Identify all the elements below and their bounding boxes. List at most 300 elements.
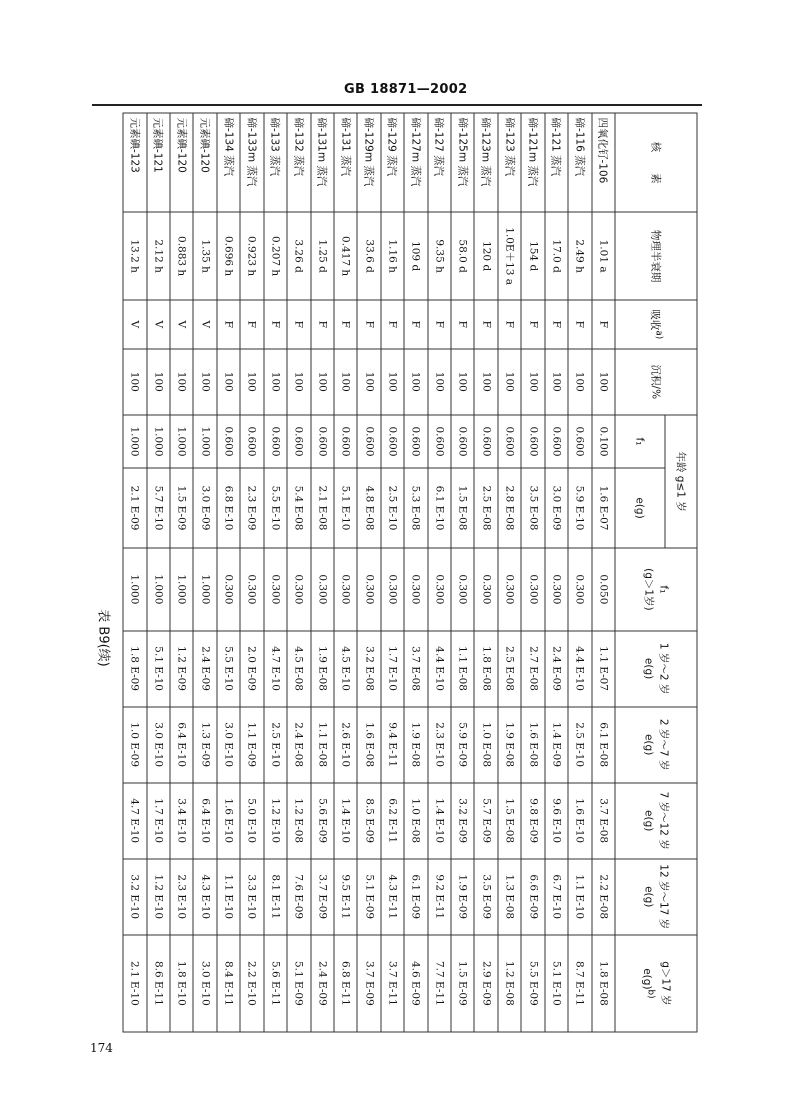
cell-deposition: 100 <box>474 348 497 415</box>
cell-half-life: 0.417 h <box>333 212 356 300</box>
cell-deposition: 100 <box>310 348 333 415</box>
cell-nuclide: 元素碘-120 <box>193 113 216 212</box>
cell-f1: 1.000 <box>123 415 147 468</box>
cell-absorption: F <box>474 299 497 348</box>
cell-eg-2-7: 6.4 E-10 <box>169 706 192 782</box>
header-age-1-2-label: 1 岁～2 岁 <box>657 642 670 694</box>
cell-nuclide: 碲-133 蒸汽 <box>263 113 286 212</box>
cell-nuclide: 碲-129 蒸汽 <box>380 113 403 212</box>
table-row <box>451 113 474 1032</box>
cell-eg-gt17: 5.1 E-09 <box>287 934 310 1031</box>
cell-eg-12-17: 1.3 E-08 <box>497 858 520 934</box>
cell-f1-gt1: 0.300 <box>263 548 286 630</box>
table-row <box>544 113 567 1032</box>
cell-half-life: 0.923 h <box>240 212 263 300</box>
cell-eg-gt17: 4.6 E-09 <box>404 934 427 1031</box>
cell-f1: 0.600 <box>451 415 474 468</box>
cell-eg-age1: 6.1 E-10 <box>427 467 450 547</box>
cell-absorption: F <box>380 299 403 348</box>
cell-eg-2-7: 1.6 E-08 <box>357 706 380 782</box>
cell-eg-gt17: 1.5 E-09 <box>451 934 474 1031</box>
cell-eg-1-2: 2.4 E-09 <box>544 630 567 706</box>
cell-deposition: 100 <box>544 348 567 415</box>
cell-eg-age1: 5.4 E-08 <box>287 467 310 547</box>
cell-eg-age1: 2.3 E-09 <box>240 467 263 547</box>
cell-eg-gt17: 8.7 E-11 <box>568 934 591 1031</box>
cell-f1: 0.100 <box>591 415 614 468</box>
cell-eg-1-2: 5.1 E-10 <box>146 630 169 706</box>
table-row <box>568 113 591 1032</box>
cell-absorption: F <box>333 299 356 348</box>
cell-eg-7-12: 1.6 E-10 <box>216 782 239 858</box>
cell-eg-age1: 2.8 E-08 <box>497 467 520 547</box>
header-absorption <box>615 299 697 348</box>
cell-deposition: 100 <box>287 348 310 415</box>
cell-nuclide: 碲-131m 蒸汽 <box>310 113 333 212</box>
cell-eg-age1: 3.0 E-09 <box>544 467 567 547</box>
footnote-a: a) <box>653 329 664 339</box>
cell-eg-age1: 2.1 E-09 <box>123 467 147 547</box>
cell-eg-1-2: 3.2 E-08 <box>357 630 380 706</box>
cell-eg-7-12: 1.2 E-08 <box>287 782 310 858</box>
cell-eg-age1: 5.9 E-10 <box>568 467 591 547</box>
table-row <box>380 113 403 1032</box>
cell-eg-12-17: 1.9 E-09 <box>451 858 474 934</box>
cell-f1: 0.600 <box>474 415 497 468</box>
cell-absorption: F <box>240 299 263 348</box>
cell-eg-2-7: 2.4 E-08 <box>287 706 310 782</box>
cell-deposition: 100 <box>568 348 591 415</box>
cell-eg-12-17: 3.7 E-09 <box>310 858 333 934</box>
cell-eg-2-7: 1.3 E-09 <box>193 706 216 782</box>
cell-eg-age1: 4.8 E-08 <box>357 467 380 547</box>
cell-absorption: F <box>451 299 474 348</box>
header-age-group-1: 年龄 g≤1 岁 <box>665 415 697 548</box>
table-caption: 表 B9(续) <box>95 609 111 667</box>
cell-f1: 0.600 <box>310 415 333 468</box>
cell-nuclide: 碲-132 蒸汽 <box>287 113 310 212</box>
cell-eg-1-2: 4.4 E-10 <box>568 630 591 706</box>
document-header: GB 18871—2002 <box>344 82 468 97</box>
cell-eg-12-17: 2.2 E-08 <box>591 858 614 934</box>
cell-half-life: 1.35 h <box>193 212 216 300</box>
cell-eg-2-7: 2.6 E-10 <box>333 706 356 782</box>
cell-eg-1-2: 1.8 E-08 <box>474 630 497 706</box>
cell-f1-gt1: 0.300 <box>497 548 520 630</box>
header-age-12-17-eg: e(g) <box>642 885 655 907</box>
cell-nuclide: 碲-123m 蒸汽 <box>474 113 497 212</box>
cell-eg-age1: 6.8 E-10 <box>216 467 239 547</box>
cell-half-life: 3.26 d <box>287 212 310 300</box>
cell-half-life: 120 d <box>474 212 497 300</box>
cell-eg-gt17: 1.2 E-08 <box>497 934 520 1031</box>
header-rule <box>92 104 702 106</box>
cell-eg-2-7: 1.9 E-08 <box>497 706 520 782</box>
cell-f1-gt1: 0.300 <box>287 548 310 630</box>
cell-absorption: F <box>427 299 450 348</box>
cell-half-life: 9.35 h <box>427 212 450 300</box>
cell-eg-12-17: 6.7 E-10 <box>544 858 567 934</box>
cell-eg-age1: 2.5 E-08 <box>474 467 497 547</box>
cell-eg-gt17: 2.4 E-09 <box>310 934 333 1031</box>
cell-f1-gt1: 0.300 <box>544 548 567 630</box>
cell-absorption: F <box>497 299 520 348</box>
cell-half-life: 13.2 h <box>123 212 147 300</box>
cell-eg-age1: 2.1 E-08 <box>310 467 333 547</box>
header-age-2-7 <box>615 706 697 782</box>
header-age-gt17-eg <box>639 936 658 1030</box>
table-row <box>193 113 216 1032</box>
cell-deposition: 100 <box>497 348 520 415</box>
cell-eg-7-12: 9.6 E-10 <box>544 782 567 858</box>
dose-coefficient-table <box>122 112 697 1032</box>
cell-f1: 0.600 <box>544 415 567 468</box>
cell-deposition: 100 <box>357 348 380 415</box>
cell-f1: 0.600 <box>427 415 450 468</box>
cell-f1-gt1: 0.300 <box>521 548 544 630</box>
cell-nuclide: 元素碘-121 <box>146 113 169 212</box>
table-row <box>357 113 380 1032</box>
cell-f1: 0.600 <box>521 415 544 468</box>
cell-f1: 0.600 <box>357 415 380 468</box>
cell-f1: 0.600 <box>568 415 591 468</box>
cell-eg-gt17: 5.5 E-09 <box>521 934 544 1031</box>
table-row <box>310 113 333 1032</box>
cell-deposition: 100 <box>216 348 239 415</box>
cell-eg-2-7: 5.9 E-09 <box>451 706 474 782</box>
cell-f1: 1.000 <box>193 415 216 468</box>
cell-eg-2-7: 3.0 E-10 <box>216 706 239 782</box>
cell-absorption: F <box>216 299 239 348</box>
cell-eg-gt17: 3.7 E-11 <box>380 934 403 1031</box>
cell-f1: 0.600 <box>216 415 239 468</box>
cell-half-life: 33.6 d <box>357 212 380 300</box>
cell-absorption: F <box>357 299 380 348</box>
cell-absorption: F <box>591 299 614 348</box>
header-f1-gt1-sub: (g＞1岁) <box>642 567 655 611</box>
cell-f1: 0.600 <box>287 415 310 468</box>
cell-eg-1-2: 2.5 E-08 <box>497 630 520 706</box>
cell-nuclide: 碲-133m 蒸汽 <box>240 113 263 212</box>
cell-f1-gt1: 0.050 <box>591 548 614 630</box>
cell-f1: 1.000 <box>169 415 192 468</box>
cell-absorption: F <box>544 299 567 348</box>
cell-eg-7-12: 1.7 E-10 <box>146 782 169 858</box>
cell-eg-1-2: 4.5 E-10 <box>333 630 356 706</box>
cell-eg-age1: 5.1 E-10 <box>333 467 356 547</box>
cell-eg-7-12: 8.5 E-09 <box>357 782 380 858</box>
header-age-12-17-label: 12 岁～17 岁 <box>657 863 670 929</box>
header-age-1-2-eg: e(g) <box>642 657 655 679</box>
header-age-7-12-label: 7 岁～12 岁 <box>657 791 670 850</box>
cell-nuclide: 碲-116 蒸汽 <box>568 113 591 212</box>
header-age-gt17-label: g＞17 岁 <box>659 960 672 1006</box>
table-row <box>404 113 427 1032</box>
cell-eg-gt17: 5.1 E-10 <box>544 934 567 1031</box>
cell-eg-gt17: 1.8 E-08 <box>591 934 614 1031</box>
cell-eg-2-7: 1.0 E-08 <box>474 706 497 782</box>
cell-eg-12-17: 3.5 E-09 <box>474 858 497 934</box>
header-age-2-7-eg: e(g) <box>642 733 655 755</box>
cell-f1-gt1: 0.300 <box>474 548 497 630</box>
cell-half-life: 17.0 d <box>544 212 567 300</box>
header-age-gt17 <box>615 934 697 1031</box>
cell-absorption: F <box>404 299 427 348</box>
cell-eg-2-7: 1.1 E-09 <box>240 706 263 782</box>
cell-eg-1-2: 1.8 E-09 <box>123 630 147 706</box>
cell-nuclide: 碲-129m 蒸汽 <box>357 113 380 212</box>
cell-eg-1-2: 1.1 E-07 <box>591 630 614 706</box>
cell-nuclide: 碲-125m 蒸汽 <box>451 113 474 212</box>
cell-eg-2-7: 1.1 E-08 <box>310 706 333 782</box>
cell-f1: 0.600 <box>380 415 403 468</box>
cell-absorption: F <box>263 299 286 348</box>
cell-deposition: 100 <box>193 348 216 415</box>
cell-eg-2-7: 1.6 E-08 <box>521 706 544 782</box>
cell-eg-7-12: 6.2 E-11 <box>380 782 403 858</box>
cell-half-life: 1.16 h <box>380 212 403 300</box>
cell-eg-2-7: 9.4 E-11 <box>380 706 403 782</box>
cell-nuclide: 碲-127 蒸汽 <box>427 113 450 212</box>
cell-eg-7-12: 1.2 E-10 <box>263 782 286 858</box>
table-row <box>521 113 544 1032</box>
table-body <box>123 113 615 1032</box>
cell-f1-gt1: 0.300 <box>240 548 263 630</box>
cell-nuclide: 元素碘-123 <box>123 113 147 212</box>
cell-eg-age1: 1.5 E-09 <box>169 467 192 547</box>
cell-eg-age1: 5.5 E-10 <box>263 467 286 547</box>
cell-eg-age1: 3.5 E-08 <box>521 467 544 547</box>
cell-eg-12-17: 6.6 E-09 <box>521 858 544 934</box>
table-row <box>474 113 497 1032</box>
table-row <box>287 113 310 1032</box>
cell-deposition: 100 <box>169 348 192 415</box>
cell-eg-age1: 3.0 E-09 <box>193 467 216 547</box>
cell-eg-12-17: 5.1 E-09 <box>357 858 380 934</box>
cell-nuclide: 碲-127m 蒸汽 <box>404 113 427 212</box>
cell-deposition: 100 <box>451 348 474 415</box>
cell-f1: 0.600 <box>497 415 520 468</box>
header-half-life: 物理半衰期 <box>615 212 697 300</box>
table-row <box>240 113 263 1032</box>
cell-half-life: 1.25 d <box>310 212 333 300</box>
footnote-b: b) <box>645 989 656 999</box>
cell-eg-1-2: 4.5 E-08 <box>287 630 310 706</box>
header-age-12-17 <box>615 858 697 934</box>
cell-eg-2-7: 3.0 E-10 <box>146 706 169 782</box>
header-absorption-text: 吸收 <box>648 308 661 330</box>
cell-nuclide: 元素碘-120 <box>169 113 192 212</box>
table-container <box>122 112 697 1032</box>
cell-deposition: 100 <box>333 348 356 415</box>
cell-f1: 0.600 <box>333 415 356 468</box>
cell-f1: 0.600 <box>263 415 286 468</box>
cell-nuclide: 四氧化钌-106 <box>591 113 614 212</box>
cell-eg-1-2: 1.7 E-10 <box>380 630 403 706</box>
cell-f1-gt1: 1.000 <box>193 548 216 630</box>
cell-absorption: F <box>287 299 310 348</box>
cell-f1-gt1: 0.300 <box>451 548 474 630</box>
cell-eg-12-17: 9.5 E-11 <box>333 858 356 934</box>
cell-eg-gt17: 7.7 E-11 <box>427 934 450 1031</box>
cell-eg-7-12: 1.5 E-08 <box>497 782 520 858</box>
cell-eg-1-2: 1.9 E-08 <box>310 630 333 706</box>
cell-deposition: 100 <box>380 348 403 415</box>
cell-f1-gt1: 0.300 <box>404 548 427 630</box>
cell-deposition: 100 <box>240 348 263 415</box>
cell-eg-12-17: 6.1 E-09 <box>404 858 427 934</box>
cell-eg-7-12: 4.7 E-10 <box>123 782 147 858</box>
cell-deposition: 100 <box>404 348 427 415</box>
cell-eg-1-2: 4.4 E-10 <box>427 630 450 706</box>
cell-absorption: V <box>146 299 169 348</box>
cell-f1: 0.600 <box>404 415 427 468</box>
cell-eg-1-2: 2.0 E-09 <box>240 630 263 706</box>
cell-deposition: 100 <box>146 348 169 415</box>
cell-deposition: 100 <box>521 348 544 415</box>
cell-eg-gt17: 2.9 E-09 <box>474 934 497 1031</box>
cell-eg-2-7: 6.1 E-08 <box>591 706 614 782</box>
cell-half-life: 2.12 h <box>146 212 169 300</box>
cell-f1-gt1: 0.300 <box>216 548 239 630</box>
header-age-7-12 <box>615 782 697 858</box>
cell-f1-gt1: 0.300 <box>568 548 591 630</box>
cell-eg-1-2: 1.2 E-09 <box>169 630 192 706</box>
cell-eg-age1: 1.6 E-07 <box>591 467 614 547</box>
header-f1: f₁ <box>615 415 665 468</box>
cell-eg-12-17: 9.2 E-11 <box>427 858 450 934</box>
cell-eg-1-2: 4.7 E-10 <box>263 630 286 706</box>
cell-eg-12-17: 1.1 E-10 <box>216 858 239 934</box>
header-age-2-7-label: 2 岁～7 岁 <box>657 718 670 770</box>
cell-eg-2-7: 1.4 E-09 <box>544 706 567 782</box>
cell-eg-12-17: 3.2 E-10 <box>123 858 147 934</box>
cell-deposition: 100 <box>263 348 286 415</box>
cell-half-life: 1.0E＋13 a <box>497 212 520 300</box>
cell-f1-gt1: 1.000 <box>123 548 147 630</box>
cell-eg-gt17: 8.4 E-11 <box>216 934 239 1031</box>
table-caption-container <box>94 598 116 678</box>
cell-nuclide: 碲-131 蒸汽 <box>333 113 356 212</box>
cell-f1-gt1: 0.300 <box>427 548 450 630</box>
table-row <box>333 113 356 1032</box>
cell-deposition: 100 <box>427 348 450 415</box>
cell-eg-2-7: 1.0 E-09 <box>123 706 147 782</box>
cell-eg-1-2: 2.4 E-09 <box>193 630 216 706</box>
header-age-7-12-eg: e(g) <box>642 809 655 831</box>
cell-half-life: 58.0 d <box>451 212 474 300</box>
cell-deposition: 100 <box>123 348 147 415</box>
cell-nuclide: 碲-123 蒸汽 <box>497 113 520 212</box>
cell-absorption: F <box>521 299 544 348</box>
table-row <box>591 113 614 1032</box>
cell-f1-gt1: 0.300 <box>310 548 333 630</box>
table-row <box>123 113 147 1032</box>
cell-eg-gt17: 5.6 E-11 <box>263 934 286 1031</box>
table-row <box>146 113 169 1032</box>
cell-f1-gt1: 0.300 <box>380 548 403 630</box>
cell-half-life: 109 d <box>404 212 427 300</box>
cell-eg-age1: 5.7 E-10 <box>146 467 169 547</box>
cell-eg-7-12: 1.6 E-10 <box>568 782 591 858</box>
cell-eg-2-7: 1.9 E-08 <box>404 706 427 782</box>
header-eg-age1: e(g) <box>615 467 665 547</box>
table-row <box>263 113 286 1032</box>
cell-eg-2-7: 2.5 E-10 <box>568 706 591 782</box>
cell-eg-12-17: 2.3 E-10 <box>169 858 192 934</box>
cell-eg-gt17: 1.8 E-10 <box>169 934 192 1031</box>
cell-f1: 1.000 <box>146 415 169 468</box>
cell-half-life: 0.207 h <box>263 212 286 300</box>
header-f1-gt1-label: f₁ <box>657 584 670 593</box>
cell-eg-7-12: 5.6 E-09 <box>310 782 333 858</box>
cell-eg-gt17: 6.8 E-11 <box>333 934 356 1031</box>
header-age-1-2 <box>615 630 697 706</box>
cell-eg-7-12: 1.4 E-10 <box>427 782 450 858</box>
cell-eg-2-7: 2.3 E-10 <box>427 706 450 782</box>
cell-eg-1-2: 2.7 E-08 <box>521 630 544 706</box>
cell-eg-12-17: 3.3 E-10 <box>240 858 263 934</box>
cell-half-life: 0.883 h <box>169 212 192 300</box>
cell-f1-gt1: 0.300 <box>333 548 356 630</box>
header-f1-gt1 <box>615 548 697 630</box>
cell-nuclide: 碲-134 蒸汽 <box>216 113 239 212</box>
cell-eg-gt17: 2.2 E-10 <box>240 934 263 1031</box>
cell-eg-age1: 1.5 E-08 <box>451 467 474 547</box>
cell-absorption: F <box>568 299 591 348</box>
cell-nuclide: 碲-121 蒸汽 <box>544 113 567 212</box>
cell-eg-gt17: 3.0 E-10 <box>193 934 216 1031</box>
cell-eg-gt17: 3.7 E-09 <box>357 934 380 1031</box>
cell-eg-7-12: 1.0 E-08 <box>404 782 427 858</box>
cell-eg-12-17: 4.3 E-11 <box>380 858 403 934</box>
cell-eg-7-12: 9.8 E-09 <box>521 782 544 858</box>
cell-eg-1-2: 3.7 E-08 <box>404 630 427 706</box>
cell-f1-gt1: 0.300 <box>357 548 380 630</box>
cell-absorption: V <box>193 299 216 348</box>
cell-eg-2-7: 2.5 E-10 <box>263 706 286 782</box>
cell-f1-gt1: 1.000 <box>169 548 192 630</box>
cell-half-life: 1.01 a <box>591 212 614 300</box>
cell-half-life: 2.49 h <box>568 212 591 300</box>
header-nuclide: 核 素 <box>615 113 697 212</box>
cell-f1-gt1: 1.000 <box>146 548 169 630</box>
cell-half-life: 0.696 h <box>216 212 239 300</box>
cell-absorption: V <box>123 299 147 348</box>
cell-absorption: V <box>169 299 192 348</box>
cell-eg-7-12: 3.7 E-08 <box>591 782 614 858</box>
table-row <box>169 113 192 1032</box>
table-row <box>497 113 520 1032</box>
cell-eg-7-12: 1.4 E-10 <box>333 782 356 858</box>
table-row <box>427 113 450 1032</box>
page-number: 174 <box>90 1041 113 1055</box>
cell-eg-7-12: 3.4 E-10 <box>169 782 192 858</box>
cell-eg-12-17: 1.2 E-10 <box>146 858 169 934</box>
cell-f1: 0.600 <box>240 415 263 468</box>
cell-eg-1-2: 5.5 E-10 <box>216 630 239 706</box>
cell-absorption: F <box>310 299 333 348</box>
cell-eg-age1: 2.5 E-10 <box>380 467 403 547</box>
cell-eg-1-2: 1.1 E-08 <box>451 630 474 706</box>
cell-eg-age1: 5.3 E-08 <box>404 467 427 547</box>
cell-eg-12-17: 7.6 E-09 <box>287 858 310 934</box>
cell-eg-gt17: 2.1 E-10 <box>123 934 147 1031</box>
cell-deposition: 100 <box>591 348 614 415</box>
cell-eg-7-12: 3.2 E-09 <box>451 782 474 858</box>
cell-eg-12-17: 8.1 E-11 <box>263 858 286 934</box>
cell-eg-12-17: 4.3 E-10 <box>193 858 216 934</box>
